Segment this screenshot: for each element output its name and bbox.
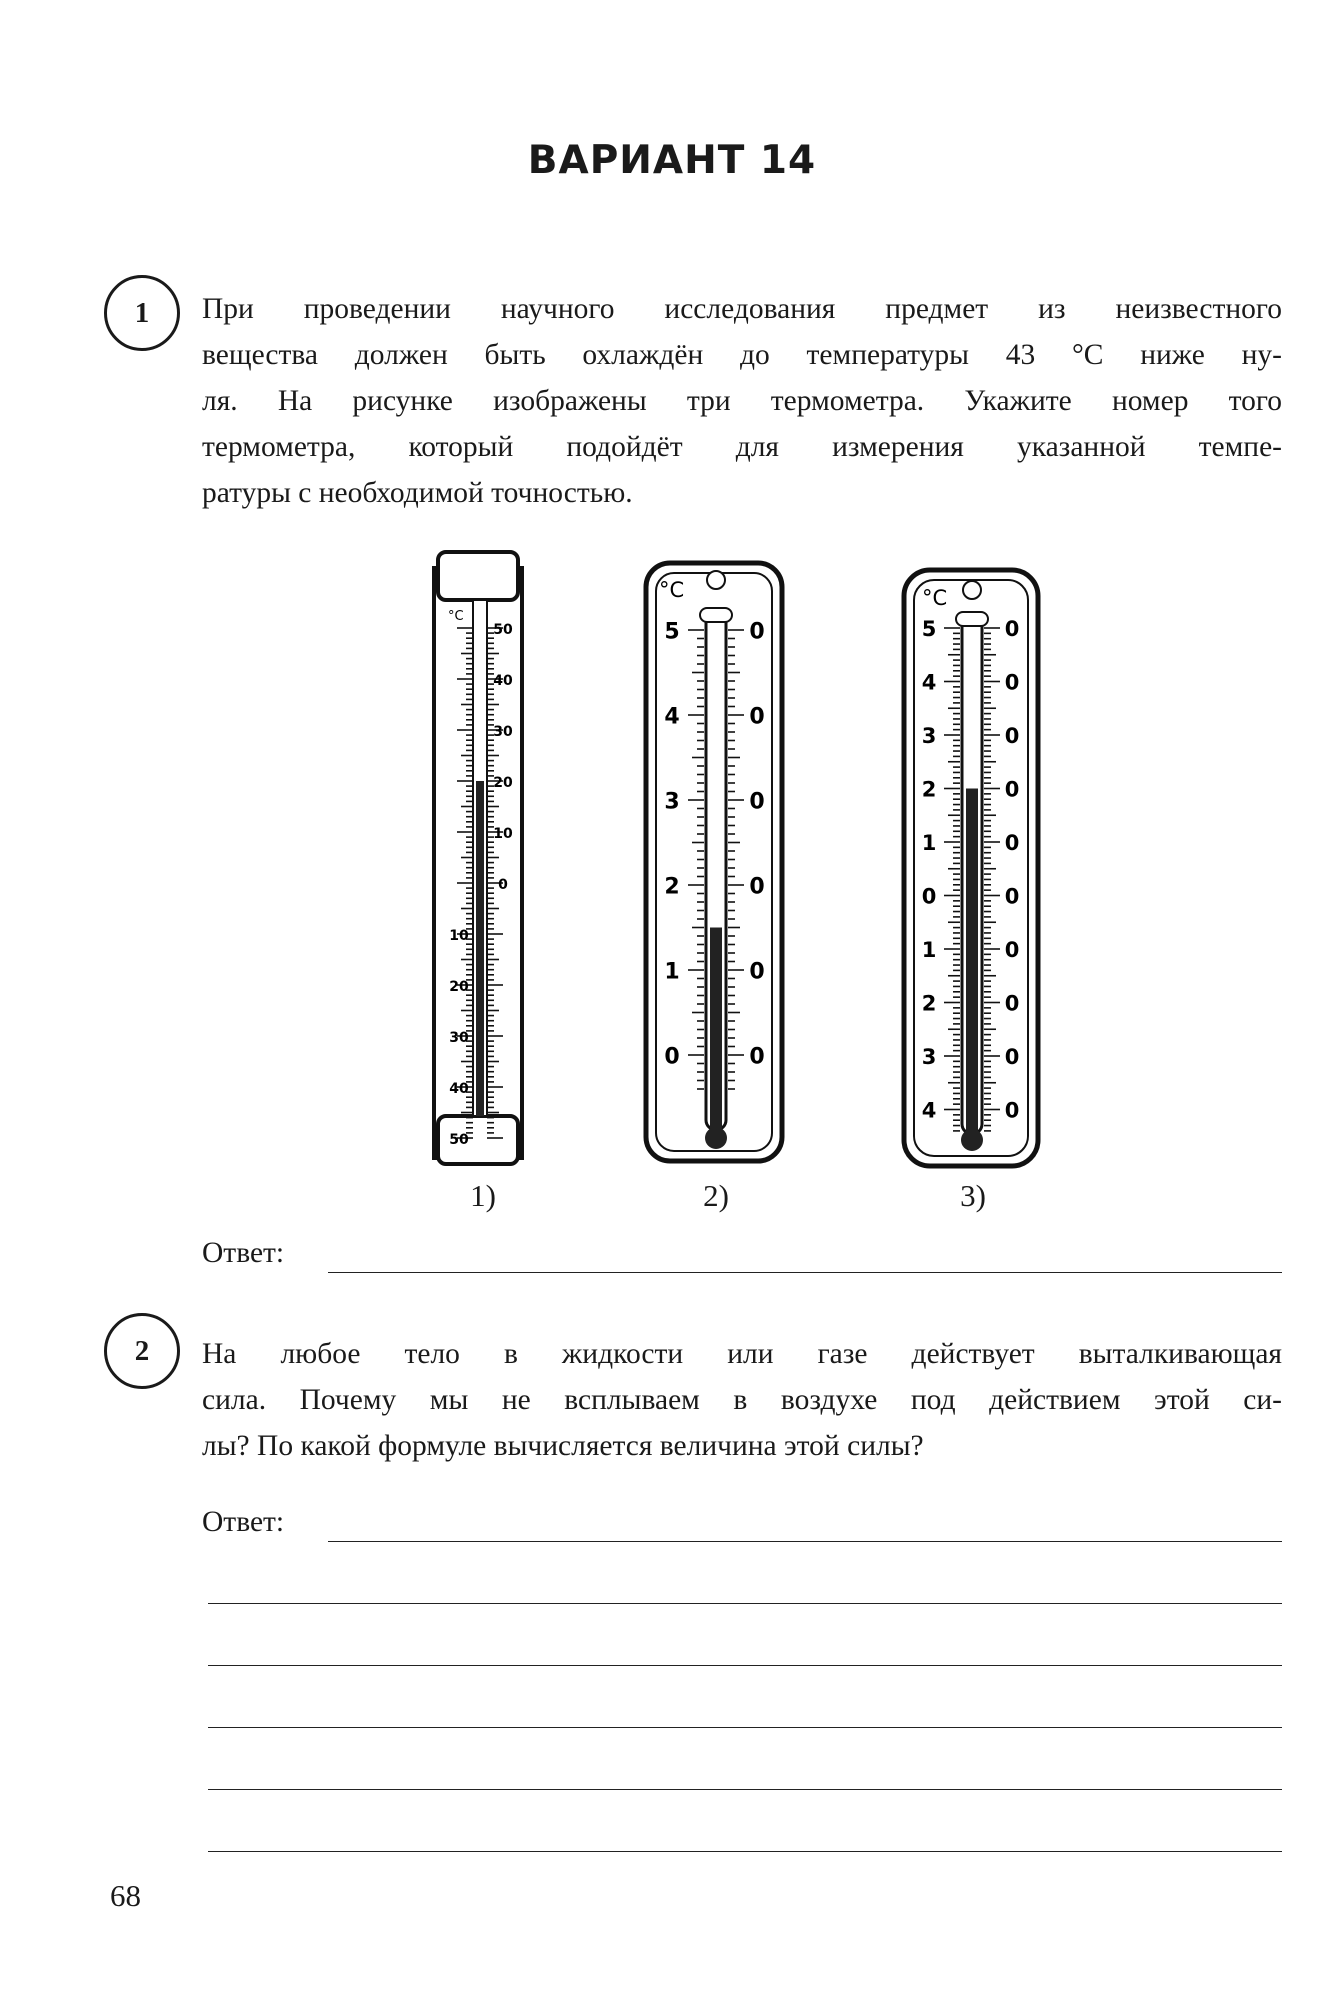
thermometer-3-scale-label: 0 <box>1004 991 1020 1016</box>
thermometer-1-scale-label: 20 <box>493 775 513 791</box>
thermometer-1-top-cap <box>438 552 518 600</box>
question-1-number: 1 <box>104 275 180 351</box>
thermometer-3-scale-label: 2 <box>921 991 937 1016</box>
thermometer-3-bulb <box>961 1129 983 1151</box>
thermometer-1-scale-label: 50 <box>493 622 513 638</box>
thermometer-1 <box>434 552 522 1164</box>
thermometer-3-scale-label: 0 <box>1004 777 1020 802</box>
thermometer-1-scale-label: 10 <box>493 826 513 842</box>
thermometer-1-liquid <box>476 781 484 1116</box>
thermometer-3-scale-label: 4 <box>921 1098 937 1123</box>
thermometer-3-liquid <box>966 789 978 1137</box>
thermometer-2-scale-label: 2 <box>664 874 680 900</box>
thermometer-2-scale-label: 3 <box>664 789 680 815</box>
thermometer-2-scale-label: 0 <box>749 789 765 815</box>
thermometer-3-scale-label: 0 <box>1004 616 1020 641</box>
thermometer-2-hang-hole <box>707 571 725 589</box>
thermometer-2-scale-label: 0 <box>749 619 765 645</box>
answer-2-line[interactable] <box>328 1541 1282 1542</box>
thermometer-2-scale-label: 0 <box>664 1044 680 1070</box>
answer-2-line[interactable] <box>208 1603 1282 1604</box>
thermometer-2-scale-label: 0 <box>749 1044 765 1070</box>
thermometer-3-scale-label: 4 <box>921 670 937 695</box>
question-1-line: термометра, который подойдёт для измерения указанной темпе- <box>202 431 1282 463</box>
thermometer-2-liquid <box>710 928 722 1133</box>
thermometer-3-scale-label: 0 <box>1004 1044 1020 1069</box>
thermometer-2-caption: 2) <box>703 1178 729 1213</box>
thermometer-2-unit: °C <box>659 578 685 602</box>
thermometer-2-scale-label: 0 <box>749 959 765 985</box>
thermometer-3-scale-label: 1 <box>921 937 937 962</box>
thermometer-3-scale-label: 0 <box>1004 723 1020 748</box>
thermometer-3-hang-hole <box>963 581 981 599</box>
thermometer-2-scale-label: 0 <box>749 874 765 900</box>
question-1-line: ля. На рисунке изображены три термометра. Укажите номер того <box>202 385 1282 417</box>
thermometer-3-caption: 3) <box>960 1178 986 1213</box>
thermometer-3 <box>904 570 1038 1166</box>
answer-1-line[interactable] <box>328 1272 1282 1273</box>
thermometer-1-scale-label: 40 <box>449 1081 469 1097</box>
thermometer-1-scale-label: 50 <box>449 1132 469 1148</box>
thermometer-3-scale-label: 0 <box>1004 830 1020 855</box>
thermometer-3-scale-label: 3 <box>921 1044 937 1069</box>
answer-2-label: Ответ: <box>202 1506 285 1538</box>
thermometer-2-scale-label: 5 <box>664 619 680 645</box>
thermometer-3-scale-label: 0 <box>1004 937 1020 962</box>
thermometer-1-scale-label: 40 <box>493 673 513 689</box>
question-1-line: При проведении научного исследования предмет из неизвестного <box>202 293 1282 325</box>
thermometer-2-scale-label: 0 <box>749 704 765 730</box>
thermometer-2-scale-label: 4 <box>664 704 680 730</box>
question-2-line: сила. Почему мы не всплываем в воздухе под действием этой си- <box>202 1384 1282 1416</box>
thermometer-1-scale-label: 20 <box>449 979 469 995</box>
thermometer-3-scale-label: 5 <box>921 616 937 641</box>
thermometer-2 <box>646 563 782 1161</box>
thermometer-3-scale-label: 1 <box>921 830 937 855</box>
answer-1-label: Ответ: <box>202 1237 285 1269</box>
thermometer-3-scale-label: 0 <box>921 884 937 909</box>
question-2-line: лы? По какой формуле вычисляется величина этой силы? <box>202 1430 924 1462</box>
thermometer-2-bulb <box>705 1127 727 1149</box>
question-2-number: 2 <box>104 1313 180 1389</box>
thermometer-1-scale-label: 0 <box>498 877 508 893</box>
answer-2-line[interactable] <box>208 1789 1282 1790</box>
thermometer-1-scale-label: 30 <box>449 1030 469 1046</box>
thermometer-3-unit: °C <box>922 586 948 610</box>
thermometer-3-scale-label: 0 <box>1004 670 1020 695</box>
thermometer-1-scale-label: 10 <box>449 928 469 944</box>
thermometer-3-scale-label: 0 <box>1004 1098 1020 1123</box>
question-2-text <box>202 1331 1282 1469</box>
thermometer-3-scale-label: 3 <box>921 723 937 748</box>
thermometer-3-scale-label: 0 <box>1004 884 1020 909</box>
answer-2-line[interactable] <box>208 1727 1282 1728</box>
question-1-line: ратуры с необходимой точностью. <box>202 477 633 509</box>
answer-2-line[interactable] <box>208 1851 1282 1852</box>
page-title: ВАРИАНТ 14 <box>527 138 817 183</box>
question-1-line: вещества должен быть охлаждён до температуры 43 °С ниже ну- <box>202 339 1282 371</box>
thermometer-3-scale-label: 2 <box>921 777 937 802</box>
thermometer-1-unit: °C <box>448 609 464 624</box>
thermometer-1-scale-label: 30 <box>493 724 513 740</box>
answer-2-line[interactable] <box>208 1665 1282 1666</box>
question-2-line: На любое тело в жидкости или газе действует выталкивающая <box>202 1338 1282 1370</box>
page-number: 68 <box>110 1878 141 1913</box>
thermometer-2-scale-label: 1 <box>664 959 680 985</box>
thermometer-1-caption: 1) <box>470 1178 496 1213</box>
